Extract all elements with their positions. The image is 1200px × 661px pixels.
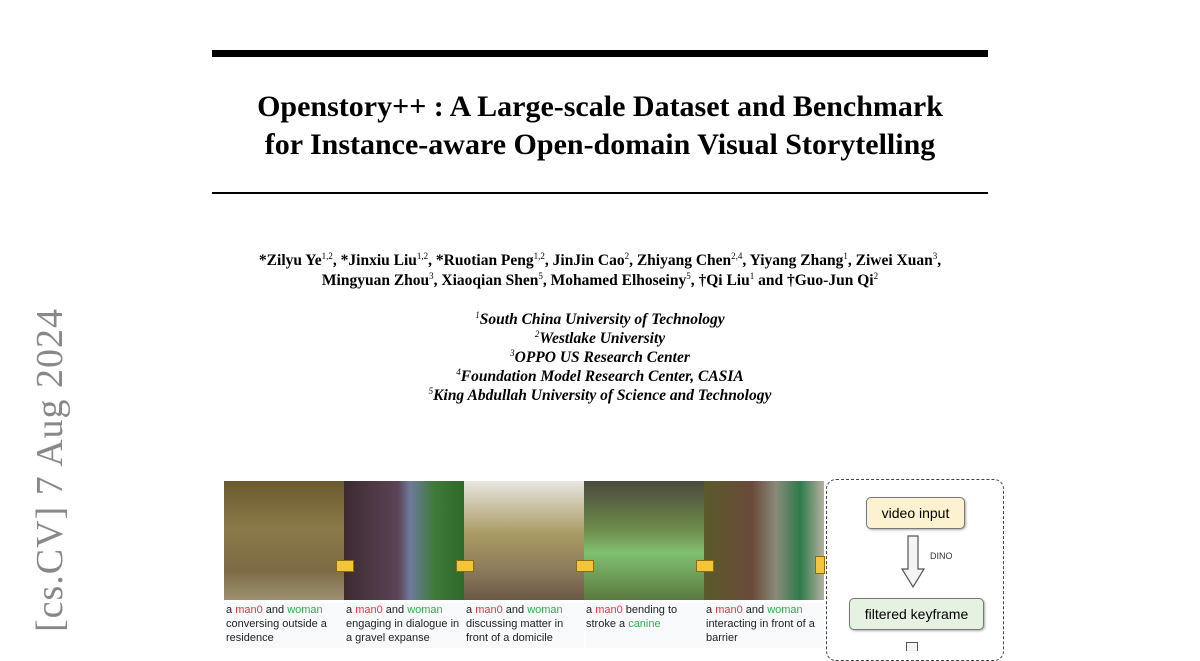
author: Yiyang Zhang — [749, 252, 844, 270]
arrow-right-icon — [336, 560, 354, 572]
top-rule — [212, 50, 988, 57]
story-frame-3 — [464, 481, 584, 600]
author: Zhiyang Chen — [636, 252, 732, 270]
affiliation: $^5$King Abdullah University of Science and Technology — [428, 386, 772, 405]
story-frame-5 — [704, 481, 824, 600]
dino-label: DINO — [930, 551, 953, 561]
story-frame-2 — [344, 481, 464, 600]
author-affiliation-mark: 1 — [843, 251, 848, 261]
affiliation: $^4$Foundation Model Research Center, CASIA — [456, 367, 744, 386]
authors-line2: Mingyuan Zhou$^3$, Xiaoqian Shen$^5$, Mohamed Elhoseiny$^5$, †Qi Liu$^1$ and †Guo-Jun Qi$^2$ — [321, 271, 879, 290]
arrow-down-icon — [815, 556, 825, 574]
arrow-right-icon — [696, 560, 714, 572]
arrow-down-icon — [900, 535, 926, 589]
paper-title-line1: Openstory++ : A Large-scale Dataset and Benchmark — [257, 90, 943, 123]
author-affiliation-mark: 5 — [538, 271, 543, 281]
author: *Ruotian Peng — [435, 252, 534, 270]
affiliation: $^1$South China University of Technology — [475, 310, 725, 329]
author-affiliation-mark: 2 — [624, 251, 630, 261]
author: Mohamed Elhoseiny — [550, 272, 687, 290]
frame-caption: a man0 and woman conversing outside a residence — [226, 603, 344, 648]
frame-caption: a man0 and woman interacting in front of a barrier — [706, 603, 824, 648]
story-frame-4 — [584, 481, 704, 600]
frame-caption: a man0 bending to stroke a canine — [586, 603, 704, 648]
author-affiliation-mark: 1,2 — [321, 251, 333, 261]
frame-caption: a man0 and woman discussing matter in front of a domicile — [466, 603, 584, 648]
filtered-keyframe-node: filtered keyframe — [849, 598, 984, 630]
arrow-down-icon — [906, 642, 918, 651]
author: †Guo-Jun Qi — [787, 272, 874, 290]
author: Mingyuan Zhou — [321, 272, 430, 290]
author: JinJin Cao — [552, 252, 625, 270]
authors-line1: *Zilyu Ye$^{1,2}$, *Jinxiu Liu$^{1,2}$, *Ruotian Peng$^{1,2}$, JinJin Cao$^2$, Zhiyang Chen$^{2,4}$, Yiyang Zhang$^1$, Ziwei Xuan$^3$, — [258, 251, 942, 270]
author-affiliation-mark: 3 — [932, 251, 938, 261]
video-input-node: video input — [866, 497, 965, 529]
paper-title-line2: for Instance-aware Open-domain Visual Storytelling — [264, 128, 936, 161]
author-affiliation-mark: 1,2 — [416, 251, 429, 261]
author-affiliation-mark: 3 — [429, 271, 434, 281]
author-affiliation-mark: 2 — [873, 271, 879, 281]
author: *Zilyu Ye — [258, 252, 322, 270]
author: *Jinxiu Liu — [340, 252, 417, 270]
author: †Qi Liu — [698, 272, 750, 290]
affiliation: $^2$Westlake University — [534, 329, 666, 348]
title-rule — [212, 192, 988, 194]
arxiv-side-label: [cs.CV] 7 Aug 2024 — [29, 307, 71, 633]
author-affiliation-mark: 1 — [749, 271, 755, 281]
story-frame-1 — [224, 481, 344, 600]
author-affiliation-mark: 5 — [686, 271, 691, 281]
affiliation: $^3$OPPO US Research Center — [510, 348, 690, 367]
arrow-right-icon — [576, 560, 594, 572]
arrow-right-icon — [456, 560, 474, 572]
author: Xiaoqian Shen — [441, 272, 539, 290]
author-affiliation-mark: 1,2 — [533, 251, 545, 261]
frame-caption: a man0 and woman engaging in dialogue in a gravel expanse — [346, 603, 464, 648]
author-affiliation-mark: 2,4 — [731, 251, 743, 261]
author: Ziwei Xuan — [855, 252, 933, 270]
